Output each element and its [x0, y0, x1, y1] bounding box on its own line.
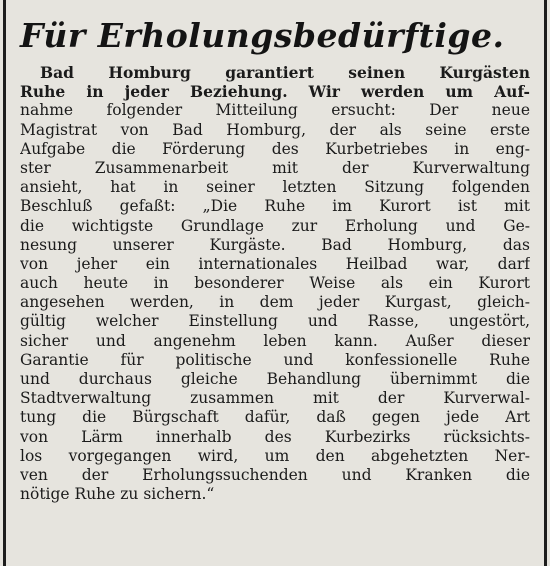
article-line: los vorgegangen wird, um den abgehetzten Ner-: [20, 446, 530, 465]
article-body: [20, 63, 530, 504]
article-line: gültig welcher Einstellung und Rasse, ungestört,: [20, 312, 530, 331]
article-line: Ruhe in jeder Beziehung. Wir werden um Auf-: [20, 82, 530, 102]
article-line: tung die Bürgschaft dafür, daß gegen jede Art: [20, 408, 530, 427]
article-line: Aufgabe die Förderung des Kurbetriebes in eng-: [20, 139, 530, 158]
article-line: Magistrat von Bad Homburg, der als seine erste: [20, 120, 530, 139]
column-rule-right: [544, 0, 547, 566]
article-line: Beschluß gefaßt: „Die Ruhe im Kurort ist mit: [20, 197, 530, 216]
article-line: von jeher ein internationales Heilbad war, darf: [20, 254, 530, 273]
article-line: auch heute in besonderer Weise als ein Kurort: [20, 274, 530, 293]
article-line: nahme folgender Mitteilung ersucht: Der neue: [20, 101, 530, 120]
article-line: die wichtigste Grundlage zur Erholung und Ge-: [20, 216, 530, 235]
column-rule-left: [3, 0, 6, 566]
article-line: von Lärm innerhalb des Kurbezirks rücksichts-: [20, 427, 530, 446]
article-line: Bad Homburg garantiert seinen Kurgästen: [40, 63, 530, 82]
article-line: nesung unserer Kurgäste. Bad Homburg, das: [20, 235, 530, 254]
article-line: ven der Erholungssuchenden und Kranken die: [20, 465, 530, 484]
article-line: ansieht, hat in seiner letzten Sitzung folgenden: [20, 178, 530, 197]
article-line: und durchaus gleiche Behandlung übernimmt die: [20, 370, 530, 388]
article-line: angesehen werden, in dem jeder Kurgast, gleich-: [20, 293, 530, 312]
article-headline: Für Erholungsbedürftige.: [20, 16, 505, 55]
article-line: nötige Ruhe zu sichern.“: [20, 485, 215, 504]
article-line: ster Zusammenarbeit mit der Kurverwaltung: [20, 158, 530, 177]
article-line: sicher und angenehm leben kann. Außer dieser: [20, 331, 530, 350]
article-line: Garantie für politische und konfessionelle Ruhe: [20, 350, 530, 369]
article-line: Stadtverwaltung zusammen mit der Kurverwal-: [20, 389, 530, 408]
